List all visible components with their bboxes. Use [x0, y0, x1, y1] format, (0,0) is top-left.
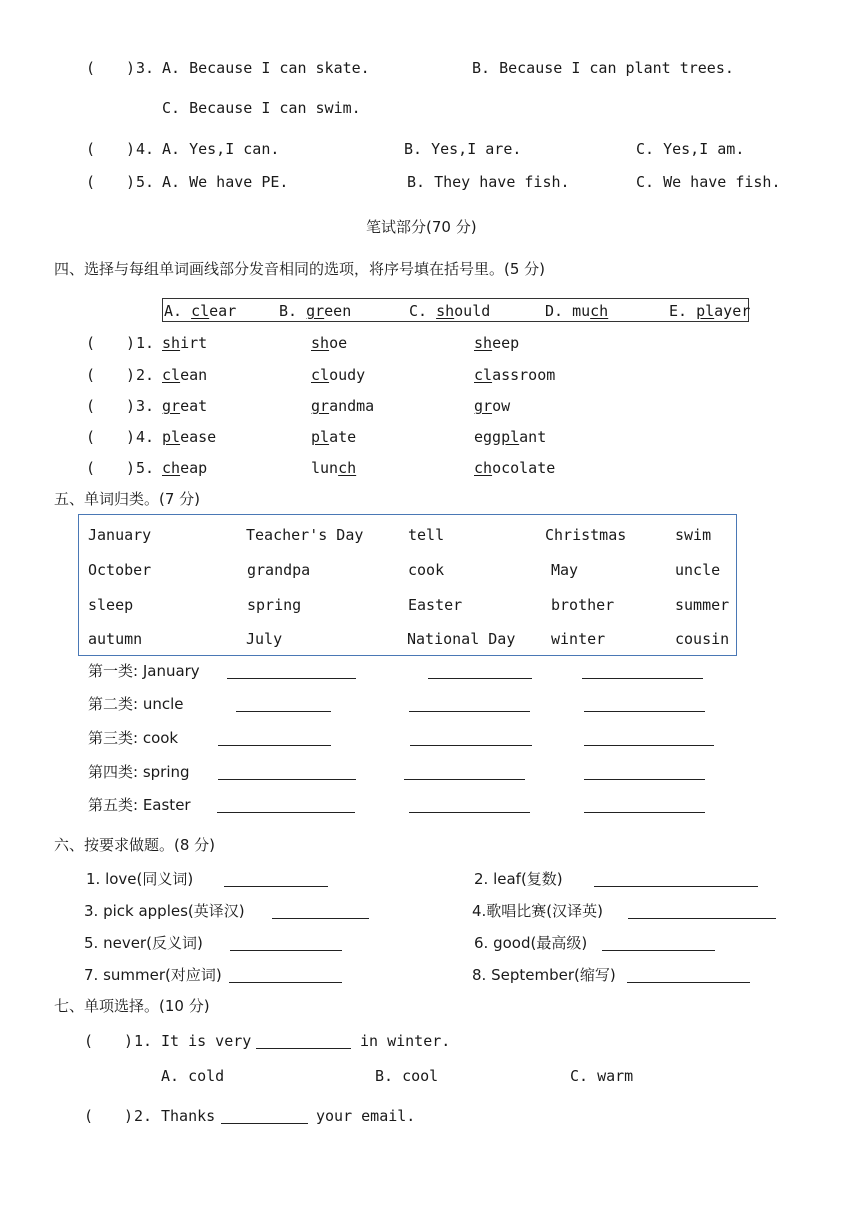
task-item-5: 5. never(反义词): [84, 934, 203, 952]
question-stem-post: in winter.: [360, 1032, 451, 1050]
option-c: C. We have fish.: [636, 173, 781, 191]
answer-blank[interactable]: [221, 1123, 308, 1124]
answer-paren-close: ): [126, 397, 136, 415]
word-bank-word: spring: [247, 596, 302, 614]
question-stem-pre: Thanks: [161, 1107, 216, 1125]
phonics-option-a: A. clear: [164, 302, 237, 320]
answer-paren-open[interactable]: (: [84, 1107, 94, 1125]
answer-blank[interactable]: [584, 711, 705, 712]
word-bank-word: Teacher's Day: [246, 526, 364, 544]
option-b: B. Yes,I are.: [404, 140, 522, 158]
phonics-word: classroom: [474, 366, 556, 384]
word-bank-word: summer: [675, 596, 730, 614]
phonics-option-b: B. green: [279, 302, 352, 320]
answer-blank[interactable]: [224, 886, 328, 887]
phonics-word: plate: [311, 428, 357, 446]
answer-blank[interactable]: [217, 812, 355, 813]
task-item-3: 3. pick apples(英译汉): [84, 902, 245, 920]
question-number: 4.: [136, 428, 155, 446]
task-item-4: 4.歌唱比赛(汉译英): [472, 902, 604, 920]
section-6-title: 六、按要求做题。(8 分): [54, 836, 216, 854]
answer-blank[interactable]: [584, 779, 705, 780]
answer-blank[interactable]: [594, 886, 758, 887]
answer-blank[interactable]: [627, 982, 750, 983]
written-part-title: 笔试部分(70 分): [366, 218, 477, 236]
answer-blank[interactable]: [404, 779, 525, 780]
answer-paren-close: ): [126, 428, 136, 446]
option-b: B. Because I can plant trees.: [472, 59, 734, 77]
phonics-word: please: [162, 428, 217, 446]
answer-paren-close: ): [126, 366, 136, 384]
phonics-word: cheap: [162, 459, 208, 477]
question-number: 5.: [136, 459, 155, 477]
category-label: 第四类: spring: [88, 763, 190, 781]
answer-blank[interactable]: [272, 918, 369, 919]
word-bank-word: brother: [551, 596, 615, 614]
answer-blank[interactable]: [628, 918, 776, 919]
answer-blank[interactable]: [409, 812, 530, 813]
phonics-option-c: C. should: [409, 302, 491, 320]
answer-blank[interactable]: [584, 812, 705, 813]
answer-paren-open[interactable]: (: [86, 366, 96, 384]
answer-paren-open[interactable]: (: [86, 428, 96, 446]
task-item-6: 6. good(最高级): [474, 934, 588, 952]
category-label: 第一类: January: [88, 662, 200, 680]
category-label: 第二类: uncle: [88, 695, 184, 713]
word-bank-word: tell: [408, 526, 445, 544]
answer-blank[interactable]: [582, 678, 703, 679]
phonics-option-d: D. much: [545, 302, 609, 320]
question-number: 4.: [136, 140, 155, 158]
option-b: B. cool: [375, 1067, 439, 1085]
option-c: C. warm: [570, 1067, 634, 1085]
phonics-word: cloudy: [311, 366, 366, 384]
answer-paren-close: ): [124, 1107, 134, 1125]
option-a: A. cold: [161, 1067, 225, 1085]
word-bank-word: grandpa: [247, 561, 311, 579]
question-stem-post: your email.: [316, 1107, 416, 1125]
word-bank-word: October: [88, 561, 152, 579]
word-bank-word: Easter: [408, 596, 463, 614]
answer-blank[interactable]: [218, 745, 331, 746]
answer-paren-close: ): [126, 59, 136, 77]
answer-blank[interactable]: [409, 711, 530, 712]
answer-paren-close: ): [126, 173, 136, 191]
phonics-word: sheep: [474, 334, 520, 352]
section-5-title: 五、单词归类。(7 分): [54, 490, 201, 508]
word-bank-word: autumn: [88, 630, 143, 648]
question-stem-pre: It is very: [161, 1032, 252, 1050]
word-bank-word: sleep: [88, 596, 134, 614]
phonics-word: grandma: [311, 397, 375, 415]
word-bank-word: cousin: [675, 630, 730, 648]
word-bank-word: July: [246, 630, 283, 648]
answer-blank[interactable]: [230, 950, 342, 951]
answer-blank[interactable]: [428, 678, 532, 679]
word-bank-word: May: [551, 561, 579, 579]
option-c: C. Yes,I am.: [636, 140, 745, 158]
answer-paren-close: ): [126, 140, 136, 158]
phonics-word: great: [162, 397, 208, 415]
answer-paren-open[interactable]: (: [86, 397, 96, 415]
question-number: 3.: [136, 59, 155, 77]
answer-paren-close: ): [124, 1032, 134, 1050]
section-4-title: 四、选择与每组单词画线部分发音相同的选项，将序号填在括号里。(5 分): [54, 260, 546, 278]
answer-blank[interactable]: [229, 982, 342, 983]
phonics-word: chocolate: [474, 459, 556, 477]
answer-blank[interactable]: [256, 1048, 351, 1049]
word-bank-word: January: [88, 526, 152, 544]
phonics-word: clean: [162, 366, 208, 384]
word-bank-word: National Day: [407, 630, 516, 648]
answer-paren-open[interactable]: (: [86, 140, 96, 158]
task-item-1: 1. love(同义词): [86, 870, 194, 888]
answer-blank[interactable]: [584, 745, 714, 746]
answer-paren-close: ): [126, 334, 136, 352]
answer-blank[interactable]: [236, 711, 331, 712]
task-item-2: 2. leaf(复数): [474, 870, 563, 888]
option-c: C. Because I can swim.: [162, 99, 361, 117]
section-7-title: 七、单项选择。(10 分): [54, 997, 210, 1015]
category-label: 第五类: Easter: [88, 796, 191, 814]
answer-paren-open[interactable]: (: [86, 173, 96, 191]
category-label: 第三类: cook: [88, 729, 179, 747]
phonics-word: eggplant: [474, 428, 547, 446]
answer-paren-open[interactable]: (: [84, 1032, 94, 1050]
question-number: 2.: [134, 1107, 153, 1125]
answer-blank[interactable]: [602, 950, 715, 951]
task-item-7: 7. summer(对应词): [84, 966, 222, 984]
phonics-word: grow: [474, 397, 511, 415]
option-a: A. Yes,I can.: [162, 140, 280, 158]
answer-blank[interactable]: [218, 779, 356, 780]
word-bank-word: uncle: [675, 561, 721, 579]
answer-blank[interactable]: [227, 678, 356, 679]
question-number: 3.: [136, 397, 155, 415]
task-item-8: 8. September(缩写): [472, 966, 616, 984]
phonics-option-e: E. player: [669, 302, 751, 320]
question-number: 1.: [134, 1032, 153, 1050]
question-number: 5.: [136, 173, 155, 191]
phonics-word: shirt: [162, 334, 208, 352]
answer-paren-open[interactable]: (: [86, 334, 96, 352]
question-number: 1.: [136, 334, 155, 352]
word-bank-word: Christmas: [545, 526, 627, 544]
answer-paren-close: ): [126, 459, 136, 477]
option-a: A. We have PE.: [162, 173, 289, 191]
answer-blank[interactable]: [410, 745, 532, 746]
option-b: B. They have fish.: [407, 173, 570, 191]
word-bank-word: swim: [675, 526, 712, 544]
answer-paren-open[interactable]: (: [86, 459, 96, 477]
word-bank-word: winter: [551, 630, 606, 648]
question-number: 2.: [136, 366, 155, 384]
phonics-word: lunch: [311, 459, 357, 477]
phonics-word: shoe: [311, 334, 348, 352]
word-bank-word: cook: [408, 561, 445, 579]
option-a: A. Because I can skate.: [162, 59, 370, 77]
answer-paren-open[interactable]: (: [86, 59, 96, 77]
